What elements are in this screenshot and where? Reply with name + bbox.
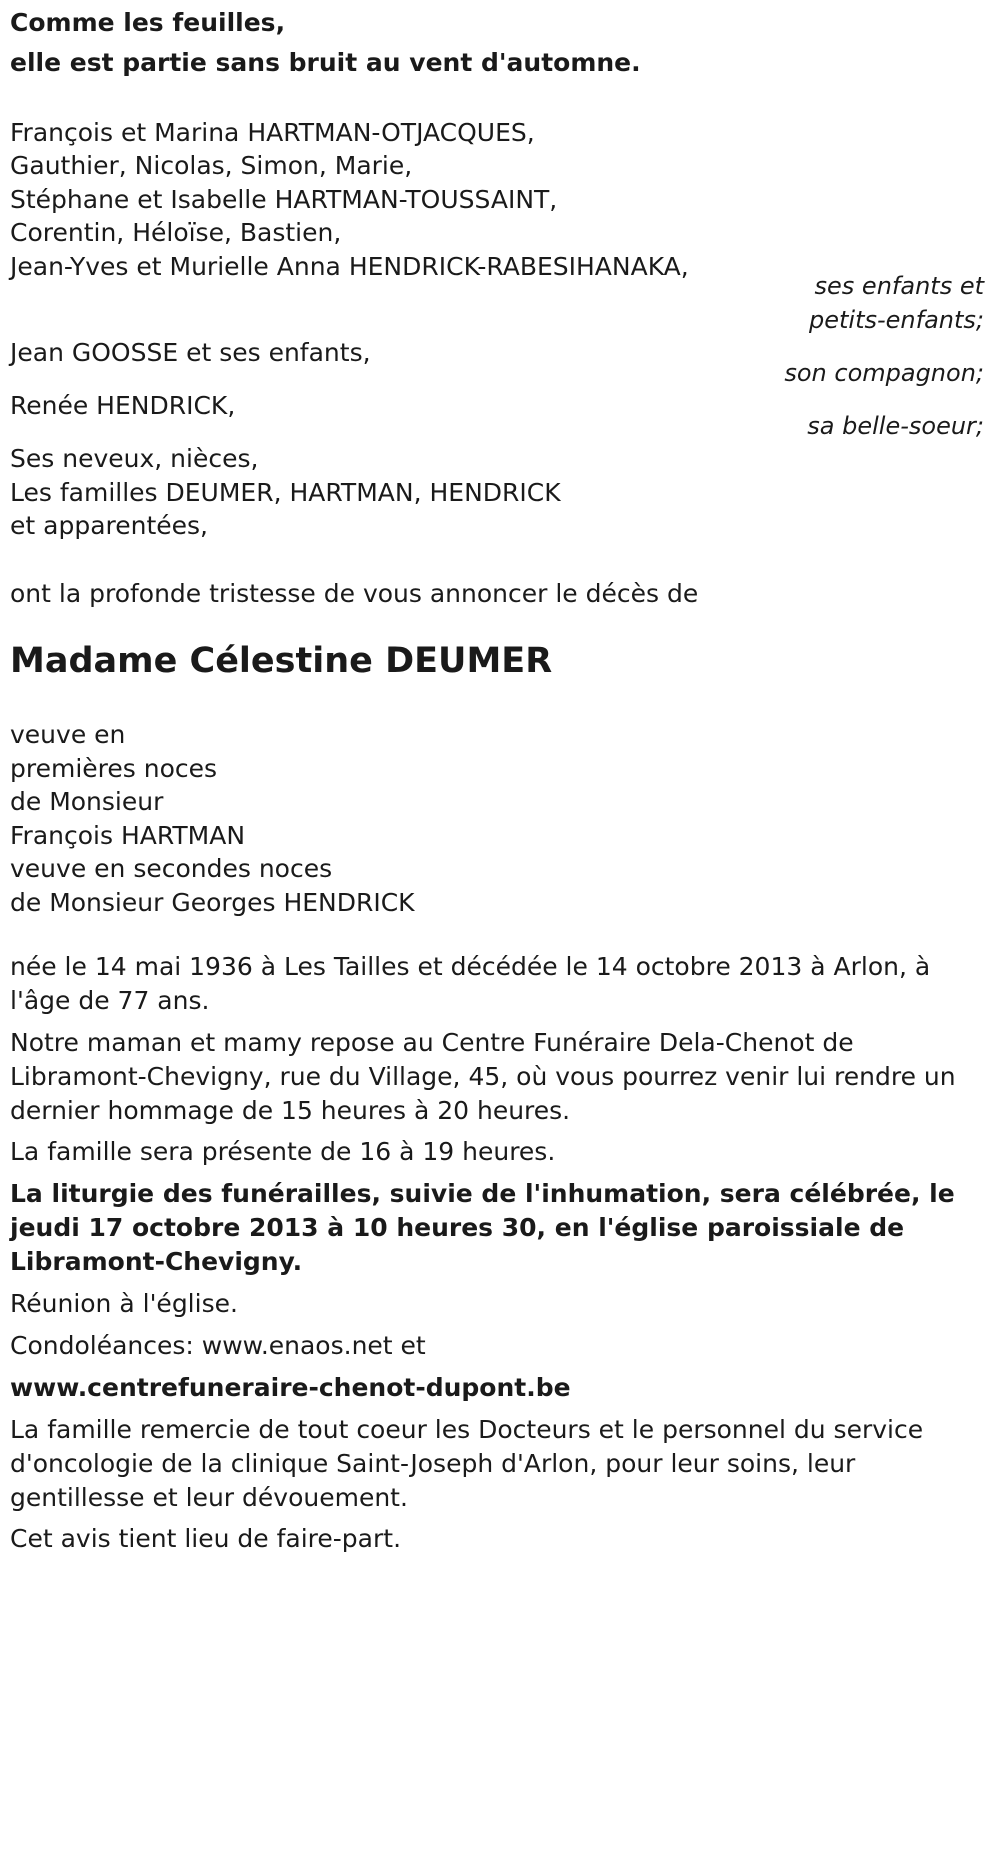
widow-line: de Monsieur: [10, 787, 164, 816]
family-line: François et Marina HARTMAN-OTJACQUES,: [10, 118, 535, 147]
family-line: Stéphane et Isabelle HARTMAN-TOUSSAINT,: [10, 185, 558, 214]
website-link[interactable]: www.centrefuneraire-chenot-dupont.be: [10, 1373, 571, 1402]
condolences-text: Condoléances: www.enaos.net et: [10, 1331, 426, 1360]
children-role-2: petits-enfants;: [809, 306, 984, 334]
widow-line: veuve en secondes noces: [10, 854, 333, 883]
meeting-text: Réunion à l'église.: [10, 1289, 238, 1318]
closing-text: Cet avis tient lieu de faire-part.: [10, 1524, 402, 1553]
epigraph-line-1: Comme les feuilles,: [10, 8, 286, 37]
widow-line: premières noces: [10, 754, 218, 783]
sister-in-law-line: Renée HENDRICK,: [10, 391, 236, 420]
thanks-text: La famille remercie de tout coeur les Docteurs et le personnel du service d'oncologie de la clinique Saint-Joseph d'Arlon, pour leur soins, leur gentillesse et leur dévouement.: [10, 1415, 924, 1512]
presence-text: La famille sera présente de 16 à 19 heures.: [10, 1137, 556, 1166]
others-line: Ses neveux, nièces,: [10, 444, 259, 473]
others-line: et apparentées,: [10, 511, 208, 540]
widow-line: de Monsieur Georges HENDRICK: [10, 888, 415, 917]
family-line: Jean-Yves et Murielle Anna HENDRICK-RABESIHANAKA,: [10, 252, 689, 281]
children-role-1: ses enfants et: [814, 272, 984, 300]
deceased-name: Madame Célestine DEUMER: [10, 641, 553, 681]
others-line: Les familles DEUMER, HARTMAN, HENDRICK: [10, 478, 561, 507]
widow-line: François HARTMAN: [10, 821, 246, 850]
sister-in-law-role: sa belle-soeur;: [807, 412, 984, 440]
family-line: Corentin, Héloïse, Bastien,: [10, 218, 342, 247]
announcement: ont la profonde tristesse de vous annoncer le décès de: [10, 579, 699, 608]
companion-line: Jean GOOSSE et ses enfants,: [10, 338, 371, 367]
birth-death-text: née le 14 mai 1936 à Les Tailles et décédée le 14 octobre 2013 à Arlon, à l'âge de 77 ans.: [10, 952, 931, 1015]
widow-line: veuve en: [10, 720, 126, 749]
repose-text: Notre maman et mamy repose au Centre Funéraire Dela-Chenot de Libramont-Chevigny, rue du Village, 45, où vous pourrez venir lui rendre un dernier hommage de 15 heures à 20 heures.: [10, 1028, 956, 1125]
family-line: Gauthier, Nicolas, Simon, Marie,: [10, 151, 413, 180]
liturgy-text: La liturgie des funérailles, suivie de l'inhumation, sera célébrée, le jeudi 17 octobre 2013 à 10 heures 30, en l'église paroissiale de Libramont-Chevigny.: [10, 1179, 955, 1276]
epigraph-line-2: elle est partie sans bruit au vent d'automne.: [10, 48, 641, 77]
companion-role: son compagnon;: [784, 359, 984, 387]
